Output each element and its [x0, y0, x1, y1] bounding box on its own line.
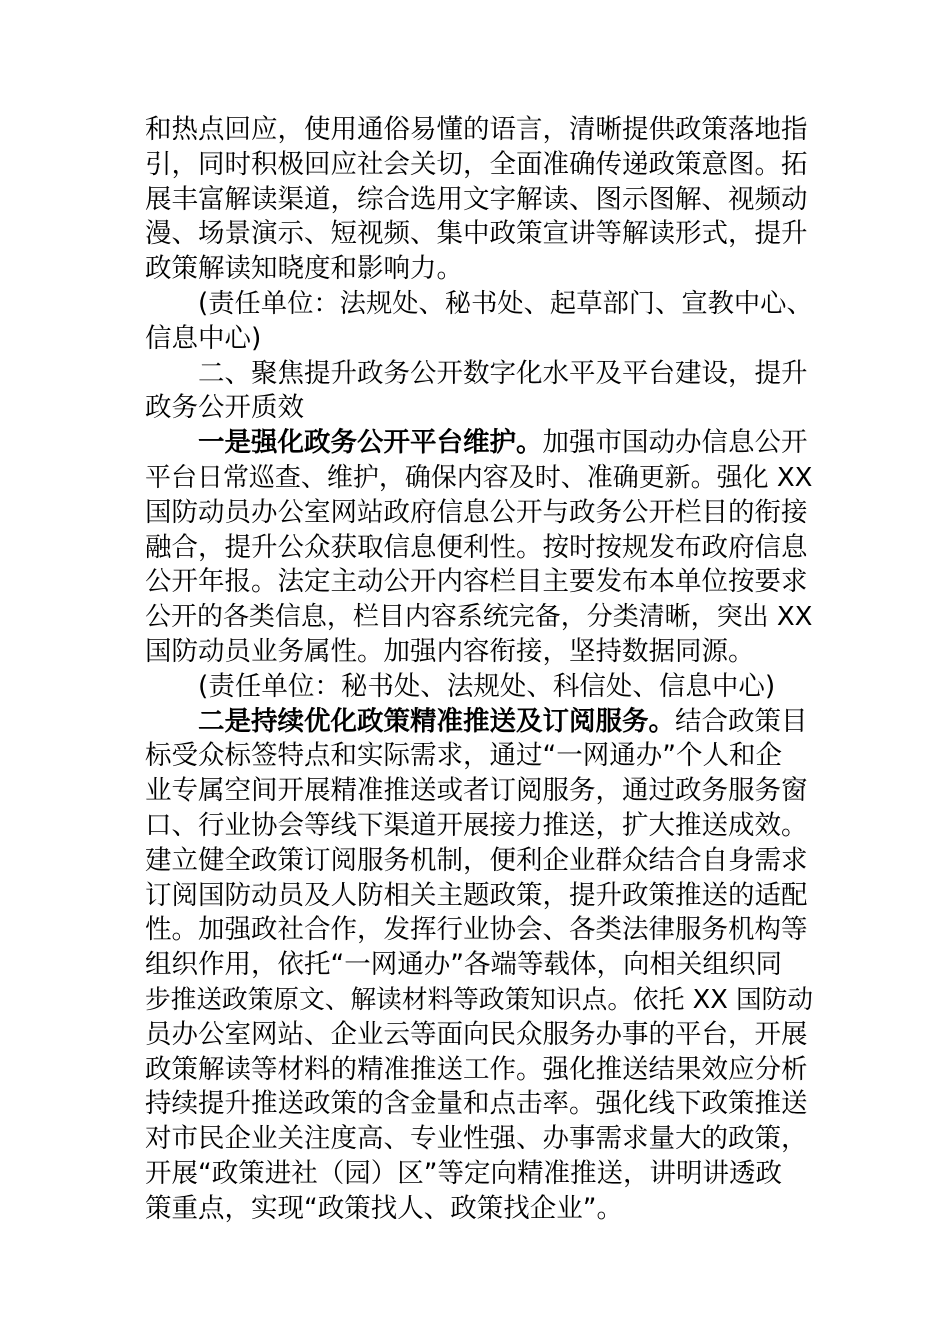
line-text: 引，同时积极回应社会关切，全面准确传递政策意图。拓: [145, 148, 808, 180]
text-line: [145, 426, 813, 461]
bold-lead-in: 二是持续优化政策精准推送及订阅服务。: [198, 705, 675, 737]
line-text: 加强市国动办信息公开: [542, 427, 808, 459]
text-line: [145, 391, 813, 426]
line-text: (责任单位：秘书处、法规处、科信处、信息中心): [198, 670, 776, 702]
document-body: [145, 113, 813, 1227]
line-text: 信息中心): [145, 322, 262, 354]
line-text: 业专属空间开展精准推送或者订阅服务，通过政务服务窗: [145, 775, 808, 807]
line-text: 政策解读等材料的精准推送工作。强化推送结果效应分析: [145, 1053, 808, 1085]
text-line: [145, 565, 813, 600]
text-line: [145, 1053, 813, 1088]
line-text: 平台日常巡查、维护，确保内容及时、准确更新。强化 XX: [145, 462, 813, 493]
line-text: 步推送政策原文、解读材料等政策知识点。依托 XX 国防动: [145, 984, 814, 1015]
text-line: [145, 322, 813, 357]
line-text: 组织作用，依托“一网通办”各端等载体，向相关组织同: [145, 949, 782, 981]
text-line: [145, 879, 813, 914]
text-line: [145, 531, 813, 566]
line-text: 标受众标签特点和实际需求，通过“一网通办”个人和企: [145, 740, 782, 772]
text-line: [145, 913, 813, 948]
text-line: [145, 1192, 813, 1227]
text-line: [145, 357, 813, 392]
text-line: [145, 635, 813, 670]
text-line: [145, 705, 813, 740]
text-line: [145, 1018, 813, 1053]
text-line: [145, 1122, 813, 1157]
line-text: 公开年报。法定主动公开内容栏目主要发布本单位按要求: [145, 566, 808, 598]
text-line: [145, 739, 813, 774]
line-text: 融合，提升公众获取信息便利性。按时按规发布政府信息: [145, 531, 808, 563]
line-text: 持续提升推送政策的含金量和点击率。强化线下政策推送: [145, 1088, 808, 1120]
text-line: [145, 983, 813, 1018]
line-text: 国防动员办公室网站政府信息公开与政务公开栏目的衔接: [145, 496, 808, 528]
text-line: [145, 809, 813, 844]
text-line: [145, 844, 813, 879]
text-line: [145, 948, 813, 983]
line-text: 策重点，实现“政策找人、政策找企业”。: [145, 1192, 623, 1224]
line-text: 对市民企业关注度高、专业性强、办事需求量大的政策，: [145, 1123, 808, 1155]
text-line: [145, 461, 813, 496]
line-text: 政策解读知晓度和影响力。: [145, 253, 463, 285]
line-text: (责任单位：法规处、秘书处、起草部门、宣教中心、: [198, 288, 813, 319]
text-line: [145, 496, 813, 531]
text-line: [145, 287, 813, 322]
line-text: 建立健全政策订阅服务机制，便利企业群众结合自身需求: [145, 844, 808, 876]
line-text: 国防动员业务属性。加强内容衔接，坚持数据同源。: [145, 635, 755, 667]
text-line: [145, 1157, 813, 1192]
line-text: 口、行业协会等线下渠道开展接力推送，扩大推送成效。: [145, 809, 808, 841]
line-text: 订阅国防动员及人防相关主题政策，提升政策推送的适配: [145, 879, 808, 911]
text-line: [145, 113, 813, 148]
line-text: 漫、场景演示、短视频、集中政策宣讲等解读形式，提升: [145, 218, 808, 250]
text-line: [145, 774, 813, 809]
line-text: 员办公室网站、企业云等面向民众服务办事的平台，开展: [145, 1018, 808, 1050]
line-text: 开展“政策进社（园）区”等定向精准推送，讲明讲透政: [145, 1157, 782, 1189]
line-text: 性。加强政社合作，发挥行业协会、各类法律服务机构等: [145, 914, 808, 946]
text-line: [145, 148, 813, 183]
line-text: 结合政策目: [675, 705, 808, 737]
text-line: [145, 183, 813, 218]
text-line: [145, 600, 813, 635]
line-text: 公开的各类信息，栏目内容系统完备，分类清晰，突出 XX: [145, 602, 813, 633]
text-line: [145, 217, 813, 252]
line-text: 展丰富解读渠道，综合选用文字解读、图示图解、视频动: [145, 183, 808, 215]
text-line: [145, 252, 813, 287]
text-line: [145, 670, 813, 705]
line-text: 二、聚焦提升政务公开数字化水平及平台建设，提升: [198, 357, 808, 389]
bold-lead-in: 一是强化政务公开平台维护。: [198, 427, 543, 459]
text-line: [145, 1087, 813, 1122]
line-text: 政务公开质效: [145, 392, 304, 424]
line-text: 和热点回应，使用通俗易懂的语言，清晰提供政策落地指: [145, 114, 808, 145]
